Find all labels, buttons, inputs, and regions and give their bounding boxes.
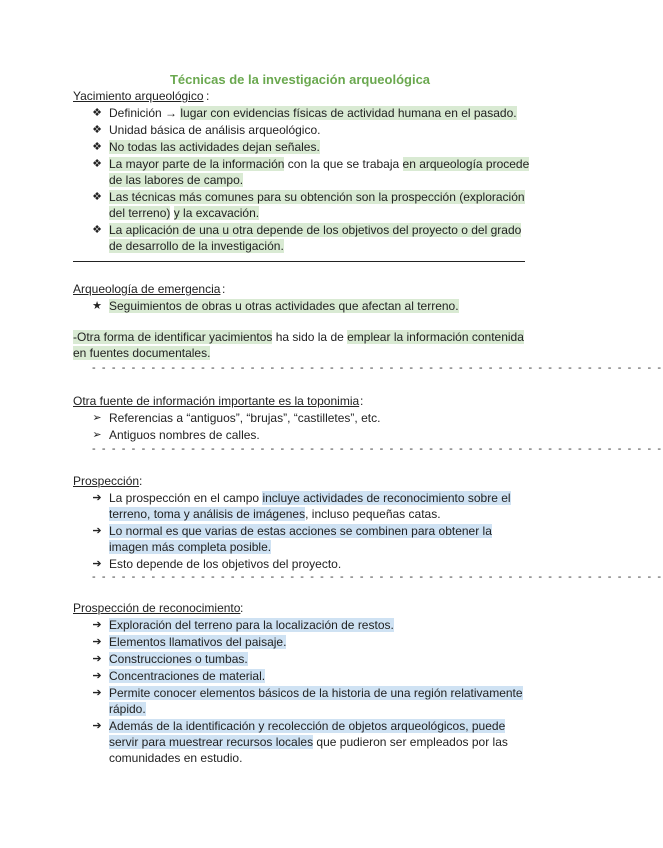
dashed-separator: - - - - - - - - - - - - - - - - - - - - - - - - - - - - - - - - - - - - - - - - - - - - - - - - - - - - - - - - - - [92,571,663,583]
star-bullet-icon: ★ [92,300,102,312]
document-title: Técnicas de la investigación arqueológica [169,72,431,87]
list-item: ➔ Elementos llamativos del paisaje. [73,634,533,650]
list-item: ❖ Definición → lugar con evidencias físicas de actividad humana en el pasado. [73,105,533,121]
arrow-bullet-icon: ➔ [92,636,102,648]
list-item: ➔ Exploración del terreno para la localización de restos. [73,617,533,633]
arrow-bullet-icon: ➔ [92,492,102,504]
dashed-separator: - - - - - - - - - - - - - - - - - - - - - - - - - - - - - - - - - - - - - - - - - - - - - - - - - - - - - - - - - - [92,362,663,374]
list-yacimiento [73,105,533,255]
heading-colon: : [360,394,364,408]
diamond-bullet-icon: ❖ [92,191,102,203]
heading-colon: : [206,89,210,103]
heading-reconocimiento: Prospección de reconocimiento [73,601,241,615]
chevron-bullet-icon: ➢ [92,429,102,441]
diamond-bullet-icon: ❖ [92,224,102,236]
list-item: ➢ Antiguos nombres de calles. [73,427,533,443]
arrow-bullet-icon: ➔ [92,720,102,732]
dashed-separator: - - - - - - - - - - - - - - - - - - - - - - - - - - - - - - - - - - - - - - - - - - - - - - - - - - - - - - - - - - [92,443,663,455]
list-item: ➔ Permite conocer elementos básicos de la historia de una región relativamente rápido. [73,685,533,717]
list-item: ❖ Las técnicas más comunes para su obtención son la prospección (exploración del terreno) y la excavación. [73,189,533,221]
list-item: ➢ Referencias a “antiguos”, “brujas”, “castilletes”, etc. [73,410,533,426]
list-item: ❖ Unidad básica de análisis arqueológico. [73,122,533,138]
list-item: ➔ La prospección en el campo incluye actividades de reconocimiento sobre el terreno, toma y análisis de imágenes, incluso pequeñas catas. [73,490,533,522]
heading-emergencia: Arqueología de emergencia [73,282,221,296]
list-item: ➔ Además de la identificación y recolección de objetos arqueológicos, puede servir para muestrear recursos locales que pudieron ser empleados por las comunidades en estudio. [73,718,533,766]
diamond-bullet-icon: ❖ [92,124,102,136]
arrow-bullet-icon: ➔ [92,558,102,570]
section-divider [73,261,525,262]
arrow-bullet-icon: ➔ [92,670,102,682]
heading-prospeccion: Prospección [73,474,140,488]
heading-yacimiento: Yacimiento arqueológico [73,89,204,103]
list-item: ➔ Concentraciones de material. [73,668,533,684]
list-item: ➔ Esto depende de los objetivos del proyecto. [73,556,533,572]
diamond-bullet-icon: ❖ [92,158,102,170]
heading-toponimia: Otra fuente de información importante es la toponimia [73,394,360,408]
list-reconocimiento [73,617,533,767]
list-toponimia [73,410,533,444]
list-item: ★ Seguimientos de obras u otras actividades que afectan al terreno. [73,298,533,314]
chevron-bullet-icon: ➢ [92,412,102,424]
list-item: ➔ Lo normal es que varias de estas acciones se combinen para obtener la imagen más completa posible. [73,523,533,555]
arrow-bullet-icon: ➔ [92,687,102,699]
list-item: ❖ La mayor parte de la información con la que se trabaja en arqueología procede de las labores de campo. [73,156,533,188]
heading-colon: : [240,601,244,615]
heading-colon: : [139,474,143,488]
list-prospeccion [73,490,533,573]
arrow-bullet-icon: ➔ [92,653,102,665]
paragraph-otra-forma: -Otra forma de identificar yacimientos ha sido la de emplear la información contenida en fuentes documentales. [73,330,524,360]
diamond-bullet-icon: ❖ [92,107,102,119]
heading-colon: : [222,282,226,296]
list-item: ❖ No todas las actividades dejan señales. [73,139,533,155]
list-emergencia [73,298,533,315]
diamond-bullet-icon: ❖ [92,141,102,153]
list-item: ➔ Construcciones o tumbas. [73,651,533,667]
arrow-bullet-icon: ➔ [92,525,102,537]
list-item: ❖ La aplicación de una u otra depende de los objetivos del proyecto o del grado de desarrollo de la investigación. [73,222,533,254]
arrow-bullet-icon: ➔ [92,619,102,631]
